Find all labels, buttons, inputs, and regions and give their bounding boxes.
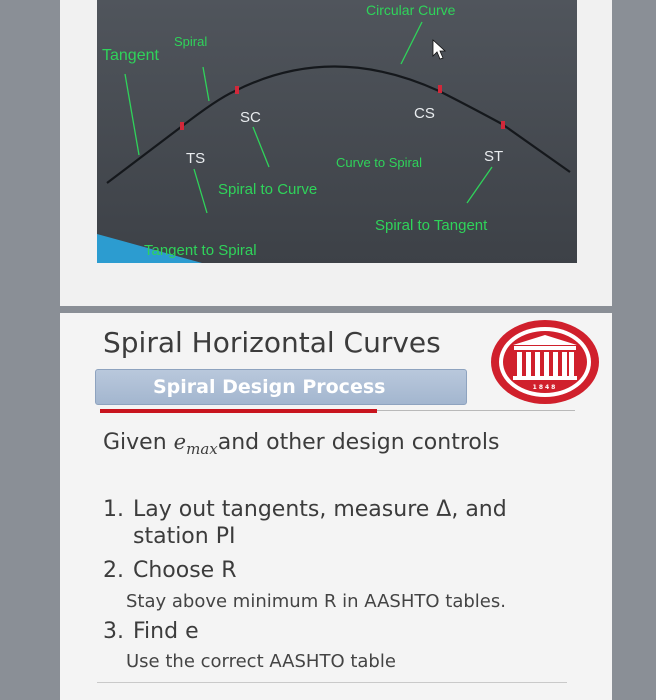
circular-curve-label: Circular Curve — [366, 2, 456, 18]
cs-label: CS — [414, 105, 435, 122]
spiral-to-curve-label: Spiral to Curve — [218, 181, 318, 198]
emax-symbol: $e_{max}$ — [173, 430, 218, 458]
list-item-2-number: 2. — [103, 558, 124, 583]
spiral-curve-diagram — [97, 0, 577, 263]
list-item-1-text: Lay out tangents, measure Δ, and — [133, 497, 507, 522]
diagram-background — [97, 0, 577, 263]
lyceum-steps — [513, 376, 577, 380]
list-item-3-number: 3. — [103, 619, 124, 644]
ts-label: TS — [186, 150, 206, 167]
given-prefix: Given — [103, 430, 174, 455]
given-suffix: and other design controls — [217, 430, 500, 455]
curve-to-spiral-label: Curve to Spiral — [336, 155, 422, 170]
grey-rule — [377, 410, 575, 411]
ts-marker — [180, 122, 184, 130]
emax-subscript: max — [186, 440, 218, 458]
spiral-to-tangent-label: Spiral to Tangent — [375, 217, 488, 234]
lyceum-entablature — [514, 346, 576, 350]
sc-marker — [235, 86, 239, 94]
bottom-rule — [97, 682, 567, 683]
list-item-1-text-cont: station PI — [133, 524, 236, 549]
list-item-3-subtext: Use the correct AASHTO table — [126, 651, 396, 672]
subtitle-bar — [95, 369, 467, 405]
st-marker — [501, 121, 505, 129]
list-item-1-number: 1. — [103, 497, 124, 522]
spiral-label: Spiral — [174, 34, 208, 49]
cs-marker — [438, 85, 442, 93]
university-logo — [489, 318, 601, 406]
logo-year: 1848 — [532, 384, 558, 391]
st-label: ST — [484, 148, 504, 165]
slide-title: Spiral Horizontal Curves — [103, 326, 441, 359]
list-item-2-text: Choose R — [133, 558, 237, 583]
given-statement — [103, 430, 499, 458]
tangent-label: Tangent — [102, 47, 159, 64]
list-item-2-subtext: Stay above minimum R in AASHTO tables. — [126, 591, 506, 612]
sc-label: SC — [240, 109, 261, 126]
slide-subtitle: Spiral Design Process — [153, 376, 386, 398]
tangent-to-spiral-label: Tangent to Spiral — [144, 242, 257, 259]
red-accent-rule — [100, 409, 377, 413]
list-item-3-text: Find e — [133, 619, 199, 644]
